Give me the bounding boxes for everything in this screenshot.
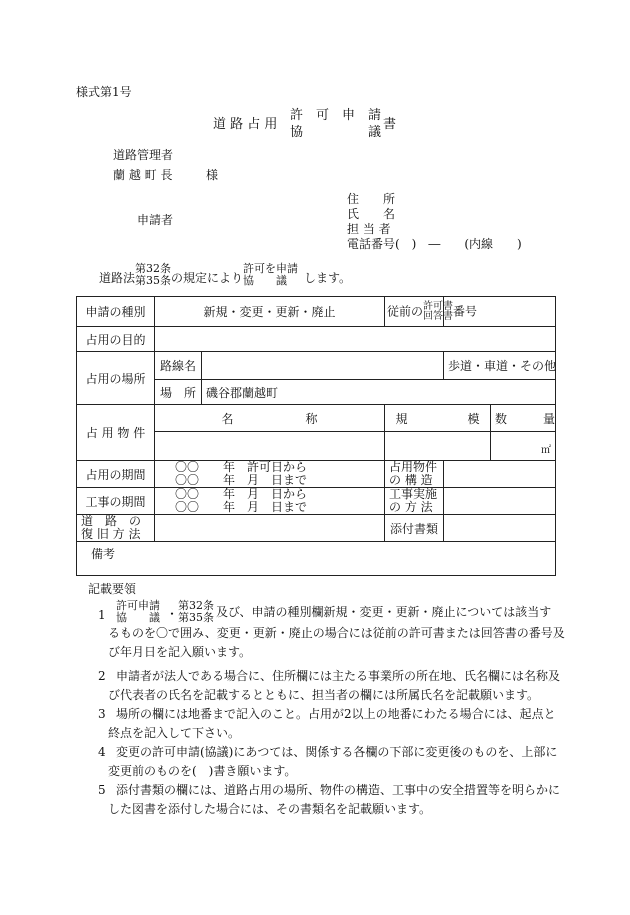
purpose-value[interactable] — [155, 327, 556, 352]
statement-post: します。 — [304, 271, 352, 285]
title-options — [290, 109, 381, 139]
object-structure-value[interactable] — [444, 461, 556, 488]
road-type-options[interactable]: 歩道・車道・その他 — [444, 352, 556, 380]
title-option-permit: 許 可 申 請 — [290, 108, 382, 123]
restoration-value[interactable] — [155, 515, 385, 542]
note-3: 3 場所の欄には地番まで記入のこと。占用が2以上の地番にわたる場合には、起点と 終点を記入して下さい。 — [98, 707, 556, 740]
previous-number-label: 従前の 許可書 回答書 番号 — [385, 297, 444, 327]
attachments-value[interactable] — [444, 515, 556, 542]
statement-options — [243, 263, 298, 287]
row-application-type — [77, 297, 556, 327]
purpose-label: 占用の目的 — [77, 327, 155, 352]
phone-label: 電話番号( ) ― (内線 ) — [347, 237, 522, 251]
location-value[interactable]: 磯谷郡蘭越町 — [202, 380, 556, 405]
route-name-label: 路線名 — [155, 352, 202, 380]
object-scale-header: 規 模 — [385, 405, 491, 432]
remarks-field[interactable] — [77, 542, 556, 576]
object-label: 占 用 物 件 — [77, 405, 155, 461]
object-name-value[interactable] — [155, 432, 385, 461]
work-method-label: 工事実施 の 方 法 — [385, 488, 444, 515]
mayor-label: 蘭 越 町 長 — [113, 168, 173, 182]
route-name-value[interactable] — [202, 352, 444, 380]
application-type-label: 申請の種別 — [77, 297, 155, 327]
article-35: 第35条 — [135, 274, 171, 287]
attachments-label: 添付書類 — [385, 515, 444, 542]
occupancy-period-label: 占用の期間 — [77, 461, 155, 488]
note-5: 5 添付書類の欄には、道路占用の場所、物件の構造、工事中の安全措置等を明らかに した図書を添付した場合には、その書類名を記載願います。 — [98, 783, 561, 816]
application-table — [76, 296, 556, 576]
application-type-options[interactable]: 新規・変更・更新・廃止 — [155, 297, 385, 327]
statement-permit: 許可を申請 — [243, 262, 298, 275]
work-method-value[interactable] — [444, 488, 556, 515]
person-in-charge-label: 担 当 者 — [347, 222, 391, 236]
previous-permit: 許可書 — [423, 300, 454, 312]
note-1: 1 許可申請 協 議 ・ 第32条 第35条 及び、申請の種別欄新規・変更・更新・廃止については該当す るものを〇で囲み、変更・更新・廃止の場合には従前の許可書または回答書の番号及 び年月日を記入願います。 — [98, 599, 565, 659]
road-administrator-label: 道路管理者 — [113, 148, 174, 162]
note-2: 2 申請者が法人である場合に、住所欄には主たる事業所の所在地、氏名欄には名称及 び代表者の氏名を記載するとともに、担当者の欄には所属氏名を記載願います。 — [98, 669, 561, 702]
title-part-3: 書 — [383, 117, 397, 132]
form-number: 様式第1号 — [76, 85, 132, 99]
work-period-label: 工事の期間 — [77, 488, 155, 515]
row-route — [77, 352, 556, 380]
row-occupancy-period — [77, 461, 556, 488]
object-quantity-header: 数 量 — [491, 405, 556, 432]
row-work-period — [77, 488, 556, 515]
title-part-1: 道 路 占 用 — [213, 117, 278, 132]
object-name-header: 名 称 — [155, 405, 385, 432]
object-structure-label: 占用物件 の 構 造 — [385, 461, 444, 488]
location-label: 場 所 — [155, 380, 202, 405]
place-label: 占用の場所 — [77, 352, 155, 405]
statement-articles — [135, 263, 171, 287]
previous-reply: 回答書 — [423, 310, 454, 322]
statement-consult: 協 議 — [243, 274, 287, 287]
restoration-label: 道 路 の 復 旧 方 法 — [77, 515, 155, 542]
row-purpose — [77, 327, 556, 352]
remarks-label: 備考 — [91, 547, 116, 561]
row-object-header — [77, 405, 556, 432]
article-32: 第32条 — [135, 262, 171, 275]
name-label: 氏 名 — [347, 207, 396, 221]
honorific: 様 — [206, 168, 219, 182]
object-quantity-value[interactable]: ㎡ — [491, 432, 556, 461]
work-period-value[interactable]: 〇〇 年 月 日から 〇〇 年 月 日まで — [155, 488, 385, 515]
title-option-consult: 協 議 — [290, 125, 382, 140]
applicant-label: 申請者 — [137, 213, 174, 227]
object-scale-value[interactable] — [385, 432, 491, 461]
row-remarks — [77, 542, 556, 576]
statement-pre: 道路法 — [99, 271, 136, 285]
note-4: 4 変更の許可申請(協議)にあつては、関係する各欄の下部に変更後のものを、上部に 変更前のものを( )書き願います。 — [98, 745, 558, 778]
occupancy-period-value[interactable]: 〇〇 年 許可日から 〇〇 年 月 日まで — [155, 461, 385, 488]
row-restoration — [77, 515, 556, 542]
statement-mid: の規定により — [171, 271, 244, 285]
notes-heading: 記載要領 — [88, 582, 137, 596]
address-label: 住 所 — [347, 192, 396, 206]
